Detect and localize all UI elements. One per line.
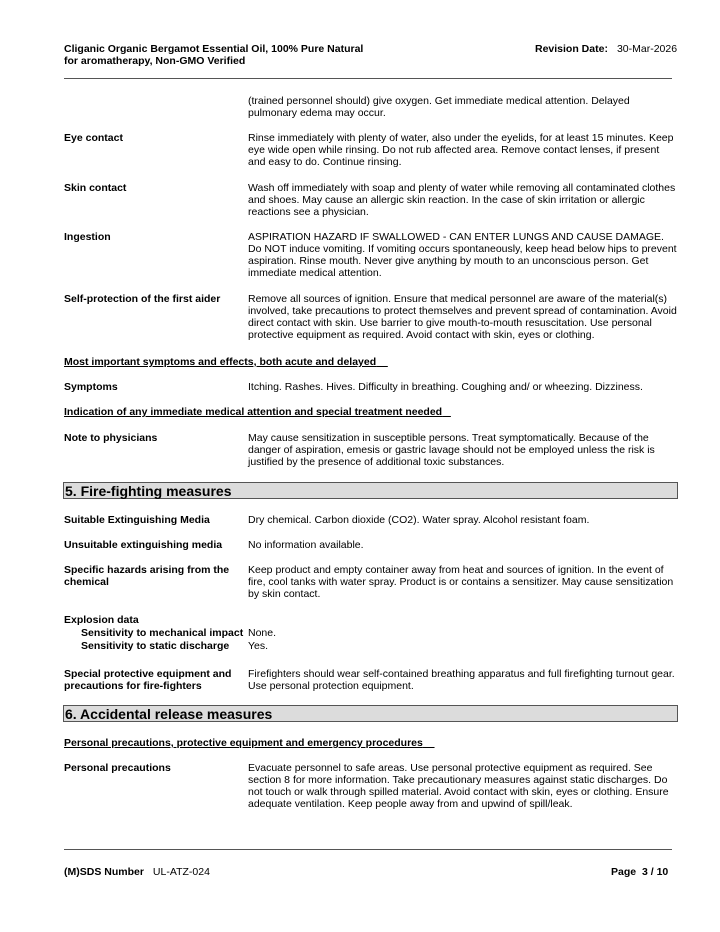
mechanical-impact-label: Sensitivity to mechanical impact [81,627,244,639]
section-6-header [63,705,678,722]
personal-precautions-text: Evacuate personnel to safe areas. Use personal protective equipment as required. See section 8 for more information. Take precautionary measures against static discharges. Do not touch or walk through spilled material. Avoid contact with skin, eyes or clothing. Ensure adequate ventilation. Keep people away from and upwind of spill/leak. [248,762,669,810]
page-total: 10 [656,866,669,878]
inhalation-continued-text: (trained personnel should) give oxygen. Get immediate medical attention. Delayed pulmonary edema may occur. [248,95,630,119]
self-protection-text: Remove all sources of ignition. Ensure that medical personnel are aware of the material(s) involved, take precautions to protect themselves and prevent spread of contamination. Avoid direct contact with skin. Use barrier to give mouth-to-mouth resuscitation. Use personal protective equipment as required. Avoid contact with skin, eyes or clothing. [248,293,677,341]
explosion-data-label: Explosion data [64,614,139,626]
revision-date-value: 30-Mar-2026 [616,43,678,55]
symptoms-text: Itching. Rashes. Hives. Difficulty in breathing. Coughing and/ or wheezing. Dizziness. [248,381,643,393]
product-title-line2: for aromatherapy, Non-GMO Verified [64,55,246,67]
static-discharge-value: Yes. [248,640,269,652]
specific-hazards-label: Specific hazards arising from the chemical [64,564,230,588]
page-indicator [611,866,668,878]
specific-hazards-text: Keep product and empty container away from heat and sources of ignition. In the event of fire, cool tanks with water spray. Product is or contains a sensitizer. May cause sensitization by skin contact. [248,564,674,600]
indication-heading: Indication of any immediate medical attention and special treatment needed [64,406,443,418]
personal-precautions-label: Personal precautions [64,762,171,774]
mechanical-impact-value: None. [248,627,277,639]
footer-divider [64,849,672,850]
eye-contact-label: Eye contact [64,132,123,144]
self-protection-label: Self-protection of the first aider [64,293,221,305]
personal-precautions-heading: Personal precautions, protective equipment and emergency procedures [64,737,423,749]
sds-number-value: UL-ATZ-024 [152,866,210,878]
section-5-header [63,482,678,499]
firefighter-equipment-label: Special protective equipment and precautions for fire-fighters [64,668,232,692]
revision-date [535,43,677,55]
section-5-title: 5. Fire-fighting measures [65,483,232,499]
eye-contact-text: Rinse immediately with plenty of water, also under the eyelids, for at least 15 minutes. Keep eye wide open while rinsing. Do not rub affected area. Remove contact lenses, if present and easy to do. Continue rinsing. [248,132,674,168]
section-6-title: 6. Accidental release measures [65,706,273,722]
product-title-line1: Cliganic Organic Bergamot Essential Oil, 100% Pure Natural [64,43,364,55]
unsuitable-media-text: No information available. [248,539,364,551]
static-discharge-label: Sensitivity to static discharge [81,640,230,652]
sds-number [64,866,210,878]
sds-number-label: (M)SDS Number [64,866,144,878]
note-to-physicians-label: Note to physicians [64,432,158,444]
page-label: Page [611,866,637,878]
skin-contact-text: Wash off immediately with soap and plenty of water while removing all contaminated clothes and shoes. May cause an allergic skin reaction. In the case of skin irritation or allergic reactions see a physician. [248,182,676,218]
header-divider [64,78,672,79]
symptoms-label: Symptoms [64,381,118,393]
page-separator: / [650,866,654,878]
note-to-physicians-text: May cause sensitization in susceptible persons. Treat symptomatically. Because of the danger of aspiration, emesis or gastric lavage should not be employed unless the risk is justified by the presence of additional toxic substances. [248,432,655,468]
firefighter-equipment-text: Firefighters should wear self-contained breathing apparatus and full firefighting turnout gear. Use personal protection equipment. [248,668,675,692]
symptoms-heading: Most important symptoms and effects, both acute and delayed [64,356,377,368]
page-current: 3 [641,866,648,878]
ingestion-label: Ingestion [64,231,111,243]
revision-date-label: Revision Date: [535,43,608,55]
ingestion-text: ASPIRATION HAZARD IF SWALLOWED - CAN ENTER LUNGS AND CAUSE DAMAGE. Do NOT induce vomiting. If vomiting occurs spontaneously, keep head below hips to prevent aspiration. Rinse mouth. Never give anything by mouth to an unconscious person. Get immediate medical attention. [248,231,677,279]
suitable-media-label: Suitable Extinguishing Media [64,514,210,526]
skin-contact-label: Skin contact [64,182,127,194]
unsuitable-media-label: Unsuitable extinguishing media [64,539,223,551]
suitable-media-text: Dry chemical. Carbon dioxide (CO2). Water spray. Alcohol resistant foam. [248,514,590,526]
product-title [64,43,484,67]
